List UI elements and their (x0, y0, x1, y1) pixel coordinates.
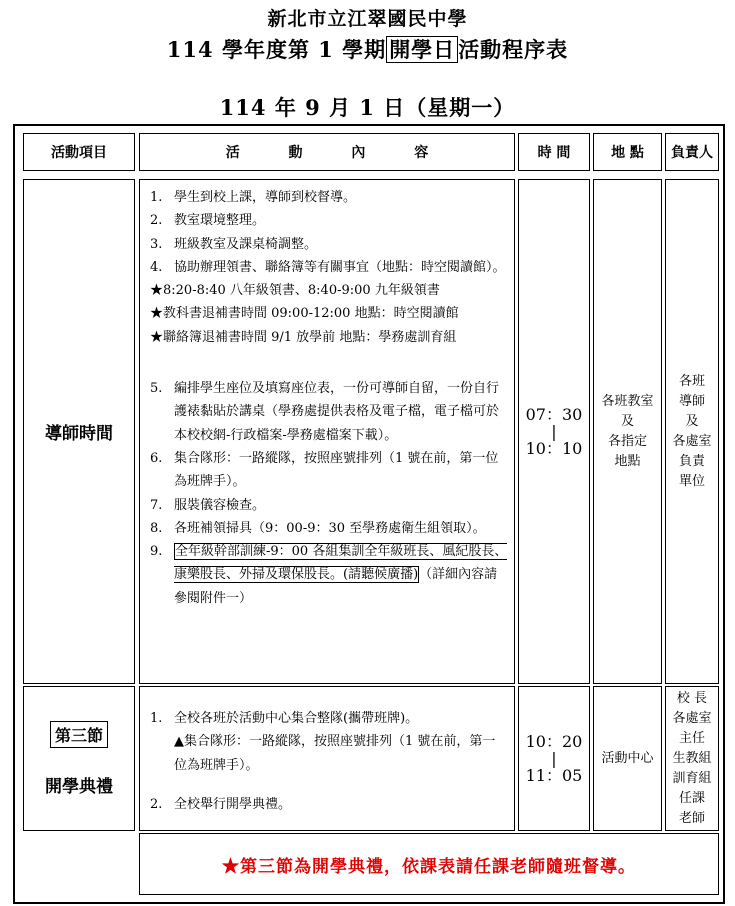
item-text: 集合隊形：一路縱隊，按照座號排列（1 號在前，第一位為班牌手）。 (174, 450, 499, 490)
col-header-time: 時 間 (518, 133, 590, 171)
item-number: 7. (150, 497, 163, 513)
time-separator: | (551, 748, 557, 768)
item-text: 學生到校上課，導師到校督導。 (174, 190, 357, 205)
item-text: 教室環境整理。 (174, 213, 266, 229)
section2-label (23, 686, 135, 831)
list-item (150, 447, 508, 494)
list-item (150, 209, 508, 232)
item-text: 編排學生座位及填寫座位表，一份可導師自留，一份自行護裱黏貼於講桌（學務處提供表格及電子檔，電子檔可於本校校網-行政檔案-學務處檔案下載）。 (174, 381, 500, 443)
section1-person (665, 179, 719, 684)
list-item (150, 186, 508, 209)
item-tail: （詳細內容請參閱附件一） (174, 567, 498, 606)
person-line: 及 (685, 413, 699, 429)
sub-note: ▲集合隊形：一路縱隊，按照座號排列（1 號在前，第一位為班牌手）。 (174, 734, 496, 773)
section1-label (23, 179, 135, 684)
person-line: 主任 (678, 730, 705, 746)
section2-person (665, 686, 719, 831)
section1-label-text: 導師時間 (45, 424, 113, 444)
person-line: 各處室 (672, 710, 712, 726)
schedule-table (13, 124, 725, 904)
person-line: 導師 (678, 393, 705, 409)
list-item (150, 233, 508, 256)
section2-label-text: 開學典禮 (45, 776, 113, 797)
star-note: ★8:20-8:40 八年級領書、8:40-9:00 九年級領書 (150, 283, 440, 299)
item-text: 服裝儀容檢查。 (174, 497, 266, 513)
section1-content (139, 179, 515, 684)
star-note: ★教科書退補書時間 09:00-12:00 地點：時空閱讀館 (150, 306, 459, 322)
time-end: 11：05 (525, 765, 583, 785)
col-header-content: 活 動 內 容 (139, 133, 515, 171)
list-item (150, 256, 508, 279)
person-line: 訓育組 (672, 770, 712, 786)
title-prefix: 114 學年度第 1 學期 (166, 37, 387, 62)
item-text: 班級教室及課桌椅調整。 (174, 236, 318, 252)
person-line: 生教組 (672, 750, 712, 766)
place-line: 地點 (614, 453, 641, 469)
list-item (150, 517, 508, 540)
time-start: 07：30 (525, 404, 583, 424)
place-line: 各班教室 (601, 393, 654, 409)
col-header-item: 活動項目 (23, 133, 135, 171)
place-line: 及 (620, 413, 634, 429)
item-text: 全校各班於活動中心集合整隊(攜帶班牌)。 (174, 711, 419, 726)
time-start: 10：20 (525, 731, 583, 751)
item-text: 全校舉行開學典禮。 (174, 796, 292, 812)
person-line: 老師 (678, 810, 705, 826)
section1-time (518, 179, 590, 684)
list-item (150, 494, 508, 517)
section1-place (593, 179, 662, 684)
item-number: 1. (150, 711, 163, 726)
col-header-place: 地 點 (593, 133, 662, 171)
person-line: 任課 (678, 790, 705, 806)
person-line: 各班 (678, 373, 705, 389)
title-boxed: 開學日 (386, 36, 458, 63)
item-number: 5. (150, 381, 163, 397)
page-title (0, 34, 735, 64)
time-end: 10：10 (525, 438, 583, 458)
event-date: 114 年 9 月 1 日（星期一） (219, 95, 516, 120)
title-suffix: 活動程序表 (458, 37, 569, 62)
section2-label-boxed: 第三節 (50, 721, 108, 748)
item-number: 9. (150, 544, 163, 560)
section2-time (518, 686, 590, 831)
list-item (150, 707, 508, 730)
item-text (174, 540, 508, 610)
person-line: 各處室 (672, 433, 712, 449)
section2-content (139, 686, 515, 831)
sub-note-row (150, 730, 508, 777)
item-number: 2. (150, 796, 163, 812)
item-number: 8. (150, 520, 163, 536)
item-number: 1. (150, 190, 163, 205)
item-text: 各班補領掃具（9：00-9：30 至學務處衛生組領取）。 (174, 520, 486, 536)
place-line: 各指定 (607, 433, 647, 449)
star-note: ★聯絡簿退補書時間 9/1 放學前 地點：學務處訓育組 (150, 329, 457, 345)
footer-note: ★第三節為開學典禮，依課表請任課老師隨班督導。 (139, 833, 719, 895)
list-item (150, 377, 508, 447)
item-number: 2. (150, 213, 163, 229)
item-number: 4. (150, 259, 163, 275)
item-number: 3. (150, 236, 163, 252)
list-item (150, 793, 508, 816)
section2-place (593, 686, 662, 831)
highlighted-text: 全年級幹部訓練-9：00 各組集訓全年級班長、風紀股長、康樂股長、外掃及環保股長。(請聽候廣播) (174, 544, 508, 583)
school-name: 新北市立江翠國民中學 (267, 8, 468, 30)
col-header-person: 負責人 (665, 133, 719, 171)
item-number: 6. (150, 450, 163, 466)
list-item (150, 540, 508, 610)
item-text: 協助辦理領書、聯絡簿等有關事宜（地點：時空閱讀館）。 (174, 259, 506, 275)
time-separator: | (551, 421, 557, 441)
person-line: 單位 (678, 473, 705, 489)
person-line: 校 長 (676, 690, 708, 706)
place-line: 活動中心 (601, 750, 654, 766)
person-line: 負責 (678, 453, 705, 469)
